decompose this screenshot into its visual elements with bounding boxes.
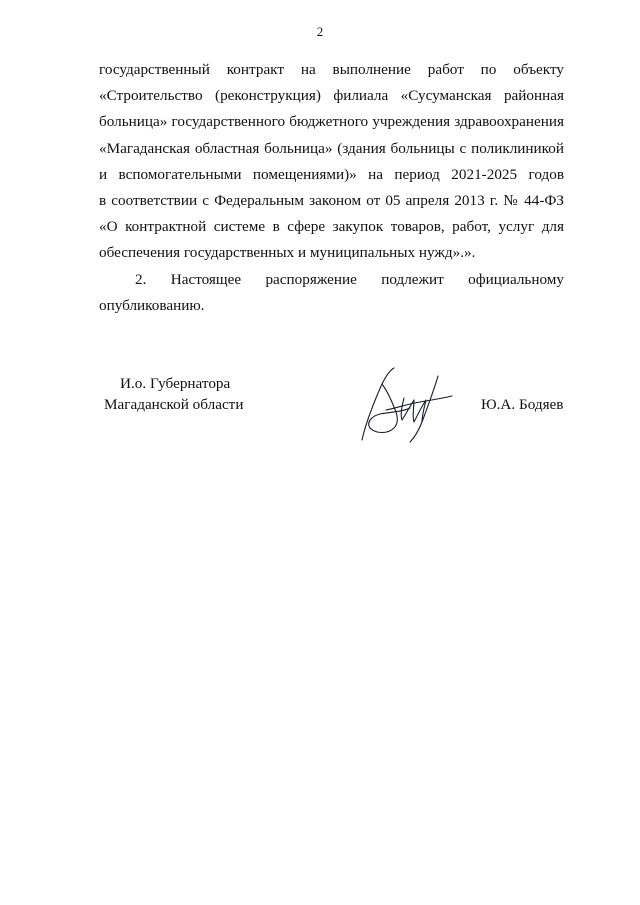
signer-position-line2: Магаданской области	[104, 396, 244, 413]
page-number: 2	[316, 24, 324, 39]
paragraph-line: «Строительство (реконструкция) филиала «Сусуманская районная	[99, 87, 564, 105]
paragraph-line: 2. Настоящее распоряжение подлежит официальному	[135, 270, 564, 288]
paragraph-line: государственный контракт на выполнение работ по объекту	[99, 61, 564, 78]
document-body	[99, 57, 564, 319]
signer-position	[104, 373, 243, 415]
paragraph-line: «О контрактной системе в сфере закупок товаров, работ, услуг для	[99, 218, 564, 236]
paragraph-line: в соответствии с Федеральным законом от 05 апреля 2013 г. № 44-ФЗ	[99, 191, 564, 209]
signer-name: Ю.А. Бодяев	[481, 396, 564, 413]
paragraph-line: опубликованию.	[99, 296, 205, 314]
paragraph-line: «Магаданская областная больница» (здания больницы с поликлиникой	[99, 139, 564, 157]
handwritten-signature	[352, 362, 460, 446]
signer-position-line1: И.о. Губернатора	[120, 375, 231, 392]
paragraph-line: обеспечения государственных и муниципальных нужд».».	[99, 244, 476, 262]
paragraph-line: больница» государственного бюджетного учреждения здравоохранения	[99, 113, 564, 131]
paragraph-line: и вспомогательными помещениями)» на период 2021-2025 годов	[99, 165, 564, 183]
